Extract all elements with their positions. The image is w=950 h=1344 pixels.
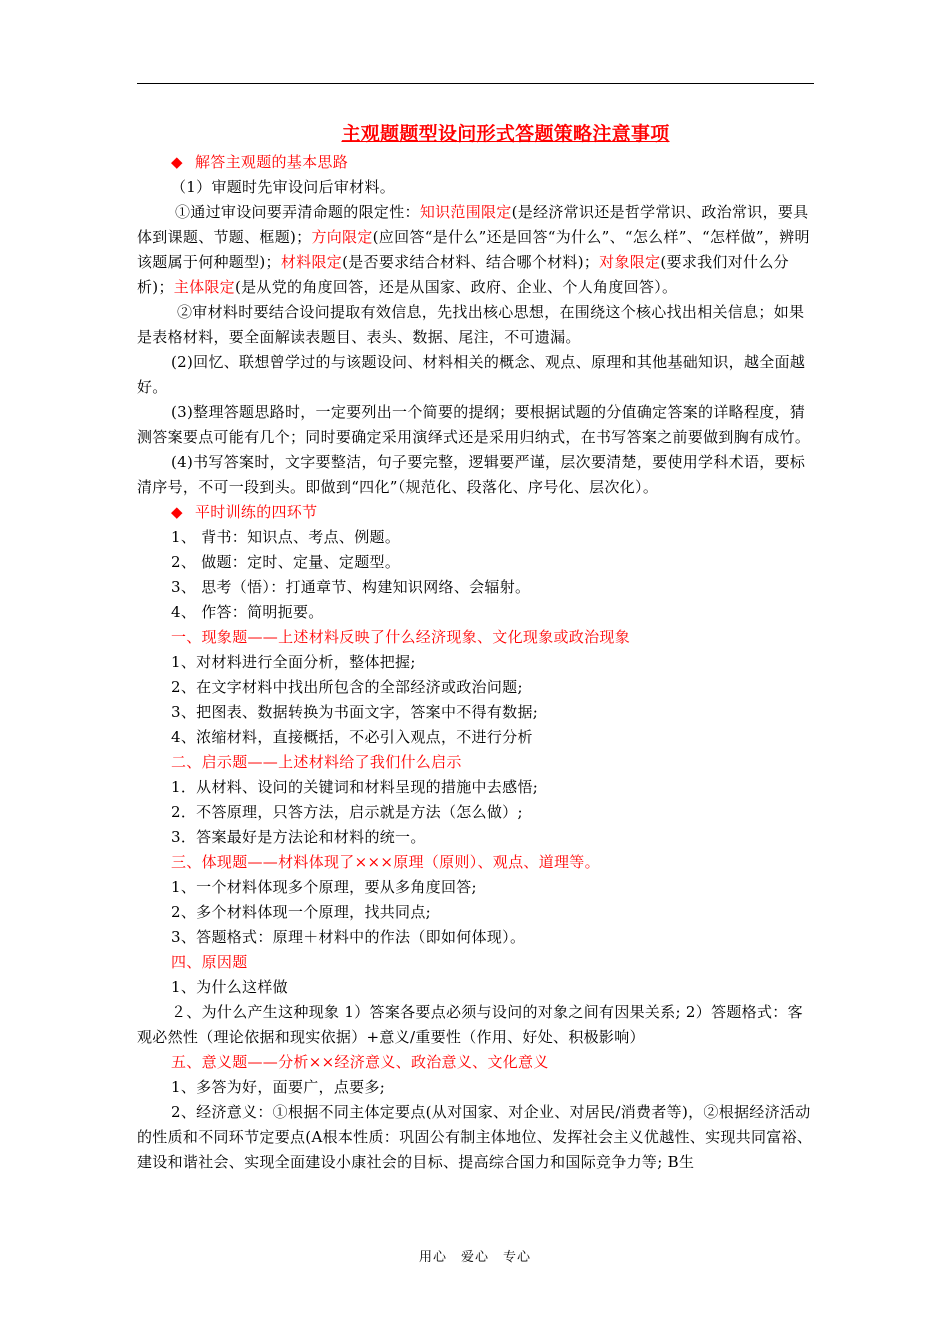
heading-embodiment: 三、体现题——材料体现了×××原理（原则）、观点、道理等。 bbox=[171, 853, 600, 871]
paragraph: ②审材料时要结合设问提取有效信息，先找出核心思想，在围绕这个核心找出相关信息；如果是表格材料，要全面解读表题目、表头、数据、尾注，不可遗漏。 bbox=[137, 303, 805, 346]
paragraph: (3)整理答题思路时，一定要列出一个简要的提纲；要根据试题的分值确定答案的详略程度，猜测答案要点可能有几个；同时要确定采用演绎式还是采用归纳式，在书写答案之前要做到胸有成竹。 bbox=[137, 403, 811, 446]
list-item: 2、在文字材料中找出所包含的全部经济或政治问题; bbox=[171, 678, 523, 696]
list-item: 1、为什么这样做 bbox=[171, 978, 288, 996]
list-item: 1、 背书：知识点、考点、例题。 bbox=[171, 528, 401, 546]
list-item: 2、经济意义：①根据不同主体定要点(从对国家、对企业、对居民/消费者等)，②根据经济活动的性质和不同环节定要点(A根本性质：巩固公有制主体地位、发挥社会主义优越性、实现共同富裕、建设和谐社会、实现全面建设小康社会的目标、提高综合国力和国际竞争力等; B生 bbox=[137, 1103, 813, 1171]
heading-reason: 四、原因题 bbox=[171, 953, 248, 971]
list-item: ２、为什么产生这种现象 1）答案各要点必须与设问的对象之间有因果关系; 2）答题格式：客观必然性（理论依据和现实依据）+意义/重要性（作用、好处、积极影响） bbox=[137, 1003, 803, 1046]
section-heading-training: ◆ 平时训练的四环节 bbox=[137, 500, 816, 525]
heading-phenomenon: 一、现象题——上述材料反映了什么经济现象、文化现象或政治现象 bbox=[171, 628, 631, 646]
header-rule bbox=[137, 83, 814, 84]
list-item: 4、浓缩材料，直接概括，不必引入观点，不进行分析 bbox=[171, 728, 533, 746]
heading-inspiration: 二、启示题——上述材料给了我们什么启示 bbox=[171, 753, 462, 771]
diamond-bullet-icon: ◆ bbox=[171, 153, 183, 171]
heading-significance: 五、意义题——分析××经济意义、政治意义、文化意义 bbox=[171, 1053, 549, 1071]
list-item: 2、多个材料体现一个原理，找共同点; bbox=[171, 903, 431, 921]
list-item: 4、 作答：简明扼要。 bbox=[171, 603, 324, 621]
list-item: 1、一个材料体现多个原理，要从多角度回答; bbox=[171, 878, 477, 896]
list-item: 3、 思考（悟）：打通章节、构建知识网络、会辐射。 bbox=[171, 578, 531, 596]
document-body bbox=[137, 118, 816, 1175]
document-title: 主观题题型设问形式答题策略注意事项 bbox=[341, 123, 670, 145]
paragraph: (4)书写答案时，文字要整洁，句子要完整，逻辑要严谨，层次要清楚，要使用学科术语，要标清序号，不可一段到头。即做到“四化”（规范化、段落化、序号化、层次化）。 bbox=[137, 453, 806, 496]
paragraph: ①通过审设问要弄清命题的限定性：知识范围限定(是经济常识还是哲学常识、政治常识，要具体到课题、节题、框题)；方向限定(应回答“是什么”还是回答“为什么”、“怎么样”、“怎样做”，辨明该题属于何种题型)；材料限定(是否要求结合材料、结合哪个材料)；对象限定(要求我们对什么分析)；主体限定(是从党的角度回答，还是从国家、政府、企业、个人角度回答）。 bbox=[137, 203, 810, 296]
page-footer: 用心 爱心 专心 bbox=[418, 1250, 531, 1265]
paragraph: (2)回忆、联想曾学过的与该题设问、材料相关的概念、观点、原理和其他基础知识，越全面越好。 bbox=[137, 353, 806, 396]
list-item: 1．从材料、设问的关键词和材料呈现的措施中去感悟; bbox=[171, 778, 539, 796]
list-item: 2．不答原理，只答方法，启示就是方法（怎么做）; bbox=[171, 803, 523, 821]
list-item: 3．答案最好是方法论和材料的统一。 bbox=[171, 828, 426, 846]
diamond-bullet-icon: ◆ bbox=[171, 503, 183, 521]
list-item: 3、把图表、数据转换为书面文字，答案中不得有数据; bbox=[171, 703, 539, 721]
list-item: 1、多答为好，面要广，点要多; bbox=[171, 1078, 386, 1096]
section-heading-basic-approach: ◆ 解答主观题的基本思路 bbox=[137, 150, 816, 175]
list-item: 1、对材料进行全面分析，整体把握; bbox=[171, 653, 416, 671]
list-item: 2、 做题：定时、定量、定题型。 bbox=[171, 553, 401, 571]
paragraph: （1）审题时先审设问后审材料。 bbox=[171, 178, 396, 196]
list-item: 3、答题格式：原理＋材料中的作法（即如何体现）。 bbox=[171, 928, 526, 946]
